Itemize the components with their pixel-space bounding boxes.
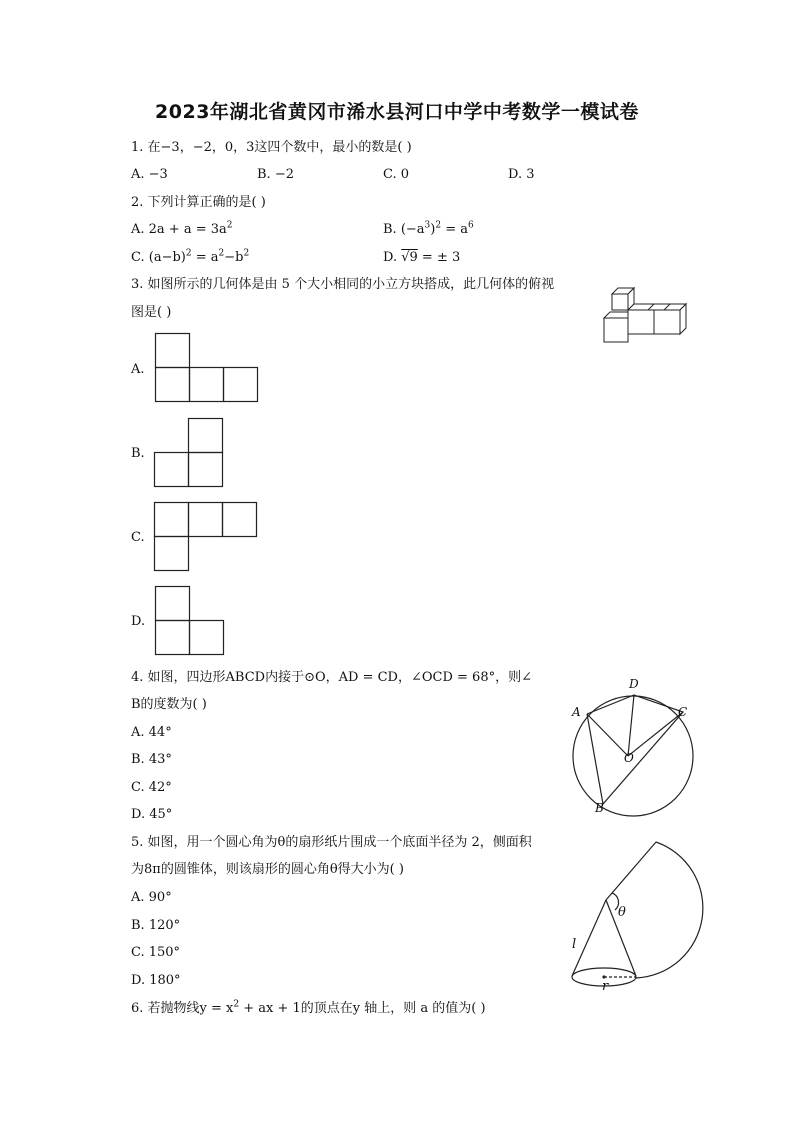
q2-option-b-text-2: ) — [430, 222, 436, 237]
q2-option-c-text: C. (a−b) — [131, 250, 186, 265]
exponent: 2 — [185, 248, 192, 259]
q1-option-c[interactable]: C. 0 — [383, 167, 410, 182]
exponent: 2 — [435, 220, 442, 231]
q2-option-c[interactable] — [131, 249, 249, 267]
q2-option-a[interactable] — [131, 221, 233, 239]
q5-option-d[interactable]: D. 180° — [131, 973, 181, 988]
exponent: 2 — [243, 248, 250, 259]
q3-option-c-grid — [154, 502, 258, 572]
q1-option-b[interactable]: B. −2 — [257, 167, 294, 182]
q2-option-c-text-2: = a — [191, 250, 219, 265]
q1-option-d[interactable]: D. 3 — [508, 167, 535, 182]
q2-option-a-text: A. 2a + a = 3a — [131, 222, 227, 237]
label-r: r — [602, 979, 609, 994]
question-6-stem — [131, 1000, 486, 1018]
q4-circle-figure — [566, 676, 706, 816]
question-6-stem-text-2: + ax + 1的顶点在y 轴上，则 a 的值为( ) — [239, 1001, 486, 1016]
label-l: l — [572, 937, 577, 952]
q4-option-c[interactable]: C. 42° — [131, 780, 172, 795]
q5-option-a[interactable]: A. 90° — [131, 890, 172, 905]
q2-option-b[interactable] — [383, 221, 474, 239]
q3-option-a[interactable]: A. — [131, 362, 145, 377]
question-6-stem-text: 6. 若抛物线y = x — [131, 1001, 234, 1016]
question-5-stem-line2: 为8π的圆锥体，则该扇形的圆心角θ得大小为( ) — [131, 862, 404, 877]
q2-option-b-text: B. (−a — [383, 222, 425, 237]
exponent: 2 — [218, 248, 225, 259]
q1-option-a[interactable]: A. −3 — [131, 167, 168, 182]
question-5-stem-line1: 5. 如图，用一个圆心角为θ的扇形纸片围成一个底面半径为 2，侧面积 — [131, 835, 532, 850]
question-3-stem-line1: 3. 如图所示的几何体是由 5 个大小相同的小立方块搭成，此几何体的俯视 — [131, 277, 555, 292]
question-2-stem: 2. 下列计算正确的是( ) — [131, 195, 266, 210]
exponent: 6 — [468, 220, 474, 231]
q2-option-d-text-2: = ± 3 — [417, 250, 461, 265]
q3-option-b[interactable]: B. — [131, 446, 145, 461]
label-c: C — [678, 705, 688, 719]
q4-option-b[interactable]: B. 43° — [131, 752, 172, 767]
q5-cone-figure — [564, 838, 694, 998]
q3-option-b-grid — [154, 418, 224, 488]
q3-option-d[interactable]: D. — [131, 614, 146, 629]
label-o: O — [624, 751, 634, 765]
q4-option-a[interactable]: A. 44° — [131, 725, 172, 740]
label-d: D — [629, 677, 639, 691]
q2-option-d[interactable] — [383, 249, 460, 267]
question-1-stem: 1. 在−3，−2，0，3这四个数中，最小的数是( ) — [131, 140, 412, 155]
q5-option-c[interactable]: C. 150° — [131, 945, 181, 960]
q3-solid-figure — [596, 282, 692, 352]
q2-option-b-text-3: = a — [441, 222, 469, 237]
question-4-stem-line1: 4. 如图，四边形ABCD内接于⊙O，AD = CD，∠OCD = 68°，则∠ — [131, 670, 532, 685]
question-3-stem-line2: 图是( ) — [131, 305, 172, 320]
q2-option-c-text-3: −b — [224, 250, 244, 265]
q4-option-d[interactable]: D. 45° — [131, 807, 173, 822]
q2-option-d-text: D. — [383, 250, 402, 265]
exponent: 2 — [226, 220, 233, 231]
q3-option-d-grid — [155, 586, 225, 656]
label-theta: θ — [618, 905, 626, 920]
exponent: 3 — [424, 220, 431, 231]
exponent: 2 — [233, 999, 240, 1010]
page-title: 2023年湖北省黄冈市浠水县河口中学中考数学一模试卷 — [155, 101, 639, 123]
q5-option-b[interactable]: B. 120° — [131, 918, 181, 933]
sqrt-expression: √9 — [401, 250, 418, 265]
question-4-stem-line2: B的度数为( ) — [131, 697, 207, 712]
label-a: A — [572, 705, 581, 719]
q3-option-c[interactable]: C. — [131, 530, 145, 545]
label-b: B — [595, 801, 604, 815]
q3-option-a-grid — [155, 333, 259, 403]
